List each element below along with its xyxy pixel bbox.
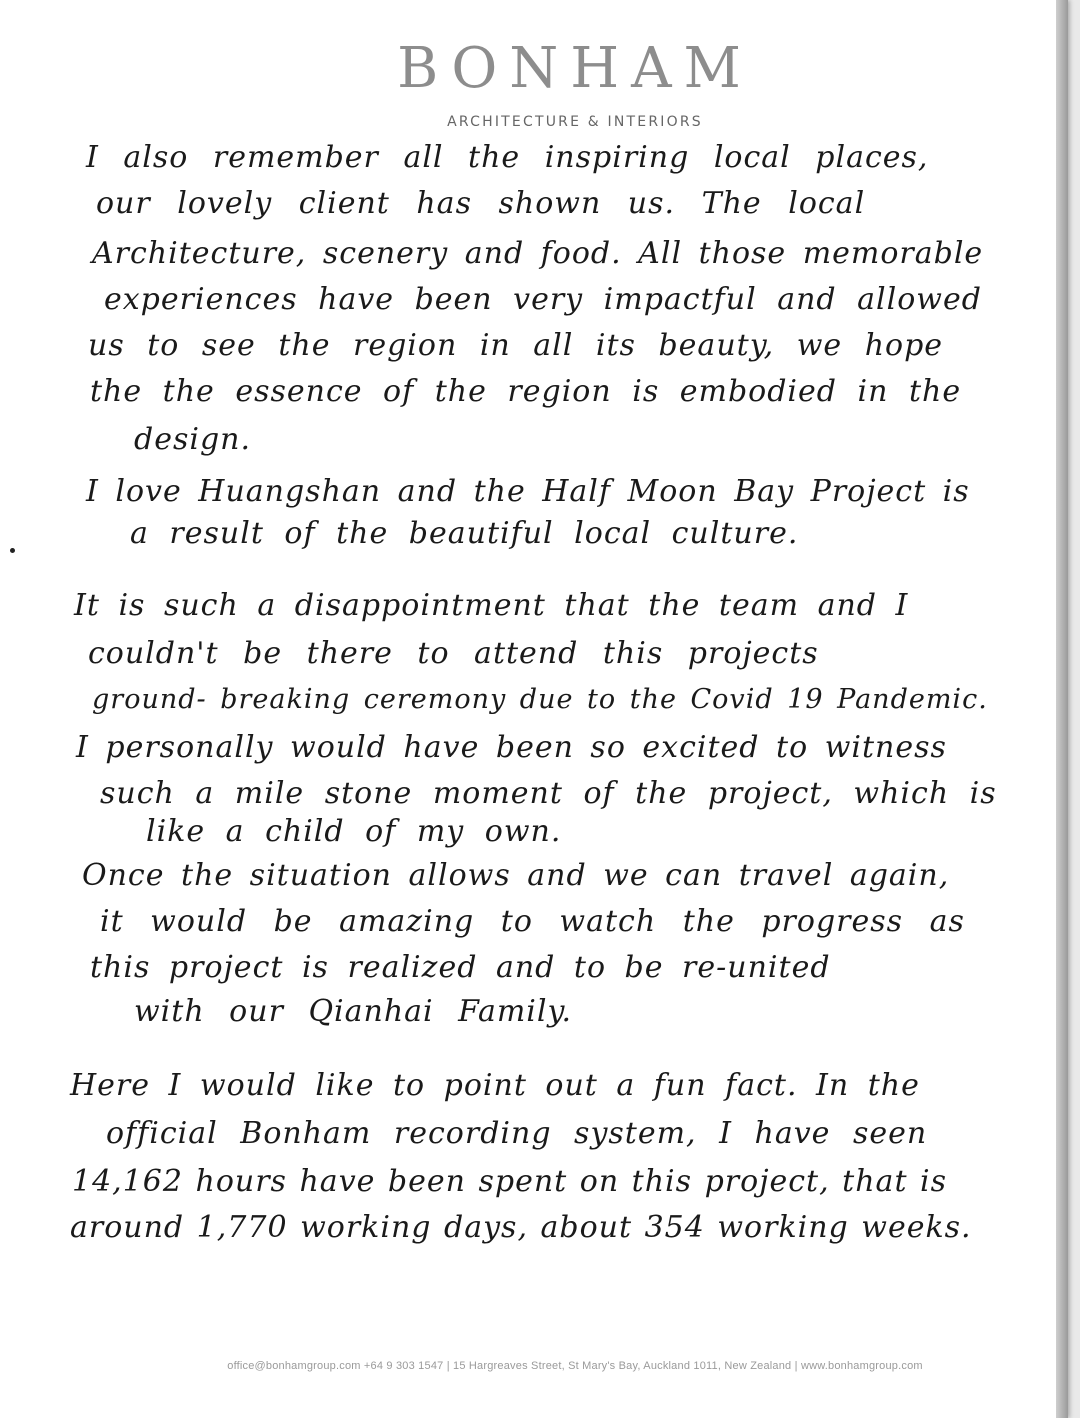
letter-line: experiences have been very impactful and allowed (104, 282, 982, 317)
letter-line: us to see the region in all its beauty, we hope (88, 328, 944, 363)
letter-line: such a mile stone moment of the project, which is (100, 776, 997, 811)
letter-line: with our Qianhai Family. (134, 994, 572, 1029)
letter-line: around 1,770 working days, about 354 working weeks. (70, 1210, 972, 1245)
letter-line: I personally would have been so excited to witness (76, 730, 947, 765)
letter-line: couldn't be there to attend this projects (88, 636, 819, 671)
letter-line: I also remember all the inspiring local places, (86, 140, 929, 175)
letterhead-footer-contact: office@bonhamgroup.com +64 9 303 1547 | 15 Hargreaves Street, St Mary's Bay, Auckland 1011, New Zealand | www.bonhamgroup.com (227, 1360, 923, 1372)
letter-line: this project is realized and to be re-united (90, 950, 831, 985)
letter-line: the the essence of the region is embodied in the (90, 374, 962, 409)
letter-line: a result of the beautiful local culture. (130, 516, 799, 551)
letter-line: official Bonham recording system, I have seen (106, 1116, 928, 1151)
letter-line: Here I would like to point out a fun fact. In the (70, 1068, 920, 1103)
letter-line: design. (134, 422, 252, 457)
letterhead-tagline: ARCHITECTURE & INTERIORS (447, 114, 703, 130)
letter-line: I love Huangshan and the Half Moon Bay Project is (86, 474, 970, 509)
letter-line: It is such a disappointment that the team and I (74, 588, 909, 623)
letter-line: 14,162 hours have been spent on this project, that is (72, 1164, 948, 1199)
letter-line: it would be amazing to watch the progress as (100, 904, 965, 939)
letter-line: Architecture, scenery and food. All those memorable (92, 236, 984, 271)
bonham-logo: BONHAM (397, 36, 753, 101)
letter-line: Once the situation allows and we can travel again, (82, 858, 950, 893)
letter-line: our lovely client has shown us. The local (96, 186, 866, 221)
letter-line: like a child of my own. (146, 814, 562, 849)
letter-line: ground- breaking ceremony due to the Covid 19 Pandemic. (92, 684, 988, 715)
